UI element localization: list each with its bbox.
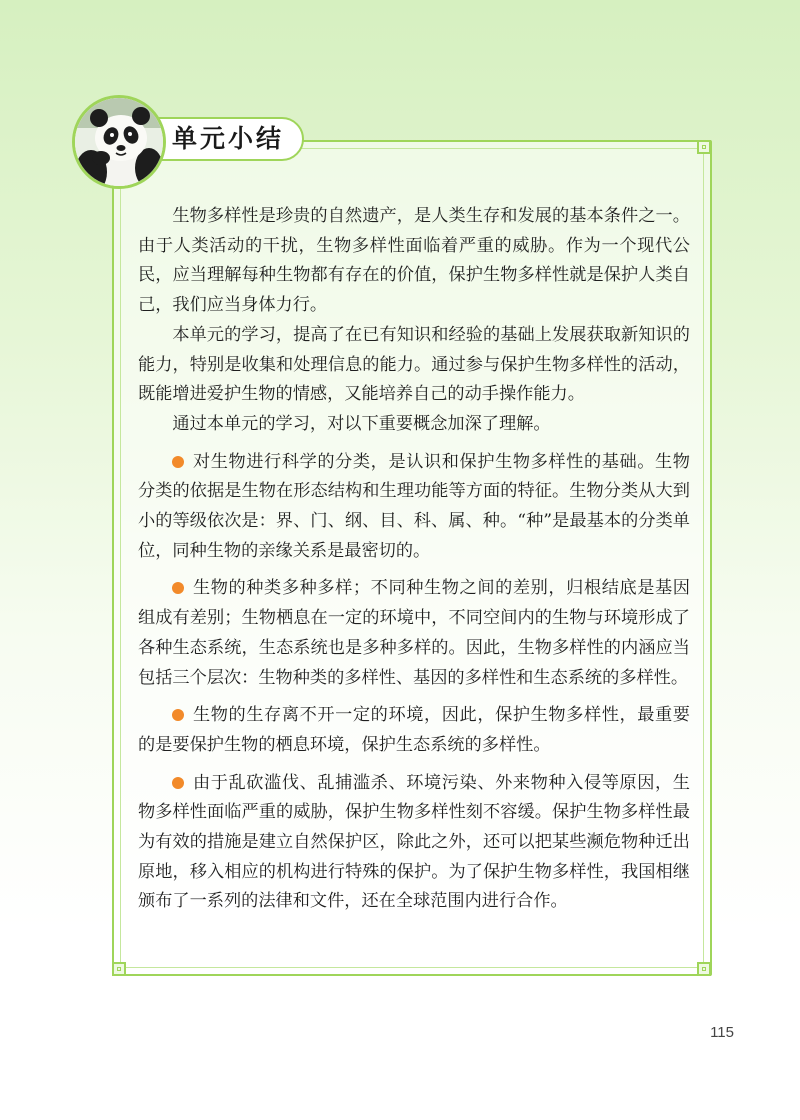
bullet-item <box>138 448 690 567</box>
summary-text <box>138 202 690 917</box>
bullet-text: 生物的生存离不开一定的环境，因此，保护生物多样性，最重要的是要保护生物的栖息环境，保护生态系统的多样性。 <box>138 705 690 755</box>
panda-icon <box>75 98 163 186</box>
paragraph: 生物多样性是珍贵的自然遗产，是人类生存和发展的基本条件之一。由于人类活动的干扰，生物多样性面临着严重的威胁。作为一个现代公民，应当理解每种生物都有存在的价值，保护生物多样性就是保护人类自己，我们应当身体力行。 <box>138 206 690 316</box>
orange-bullet-icon <box>172 777 184 789</box>
bullet-text: 生物的种类多种多样；不同种生物之间的差别，归根结底是基因组成有差别；生物栖息在一定的环境中，不同空间内的生物与环境形成了各种生态系统，生态系统也是多种多样的。因此，生物多样性的内涵应当包括三个层次：生物种类的多样性、基因的多样性和生态系统的多样性。 <box>138 578 690 688</box>
frame-corner-ornament <box>697 962 711 976</box>
bullet-item <box>138 574 690 693</box>
paragraph: 通过本单元的学习，对以下重要概念加深了理解。 <box>172 413 551 434</box>
orange-bullet-icon <box>172 582 184 594</box>
page-title: 单元小结 <box>172 124 285 153</box>
bullet-text: 对生物进行科学的分类，是认识和保护生物多样性的基础。生物分类的依据是生物在形态结构和生理功能等方面的特征。生物分类从大到小的等级依次是：界、门、纲、目、科、属、种。“种”是最基本的分类单位，同种生物的亲缘关系是最密切的。 <box>138 451 690 561</box>
orange-bullet-icon <box>172 709 184 721</box>
bullet-item <box>138 769 690 918</box>
frame-corner-ornament <box>112 962 126 976</box>
paragraph: 本单元的学习，提高了在已有知识和经验的基础上发展获取新知识的能力，特别是收集和处理信息的能力。通过参与保护生物多样性的活动，既能增进爱护生物的情感，又能培养自己的动手操作能力。 <box>138 324 690 405</box>
panda-image <box>72 95 166 189</box>
frame-corner-ornament <box>697 140 711 154</box>
bullet-item <box>138 701 690 760</box>
page-number: 115 <box>710 1024 734 1041</box>
bullet-text: 由于乱砍滥伐、乱捕滥杀、环境污染、外来物种入侵等原因，生物多样性面临严重的威胁，保护生物多样性刻不容缓。保护生物多样性最为有效的措施是建立自然保护区，除此之外，还可以把某些濒危物种迁出原地，移入相应的机构进行特殊的保护。为了保护生物多样性，我国相继颁布了一系列的法律和文件，还在全球范围内进行合作。 <box>138 772 690 912</box>
orange-bullet-icon <box>172 456 184 468</box>
